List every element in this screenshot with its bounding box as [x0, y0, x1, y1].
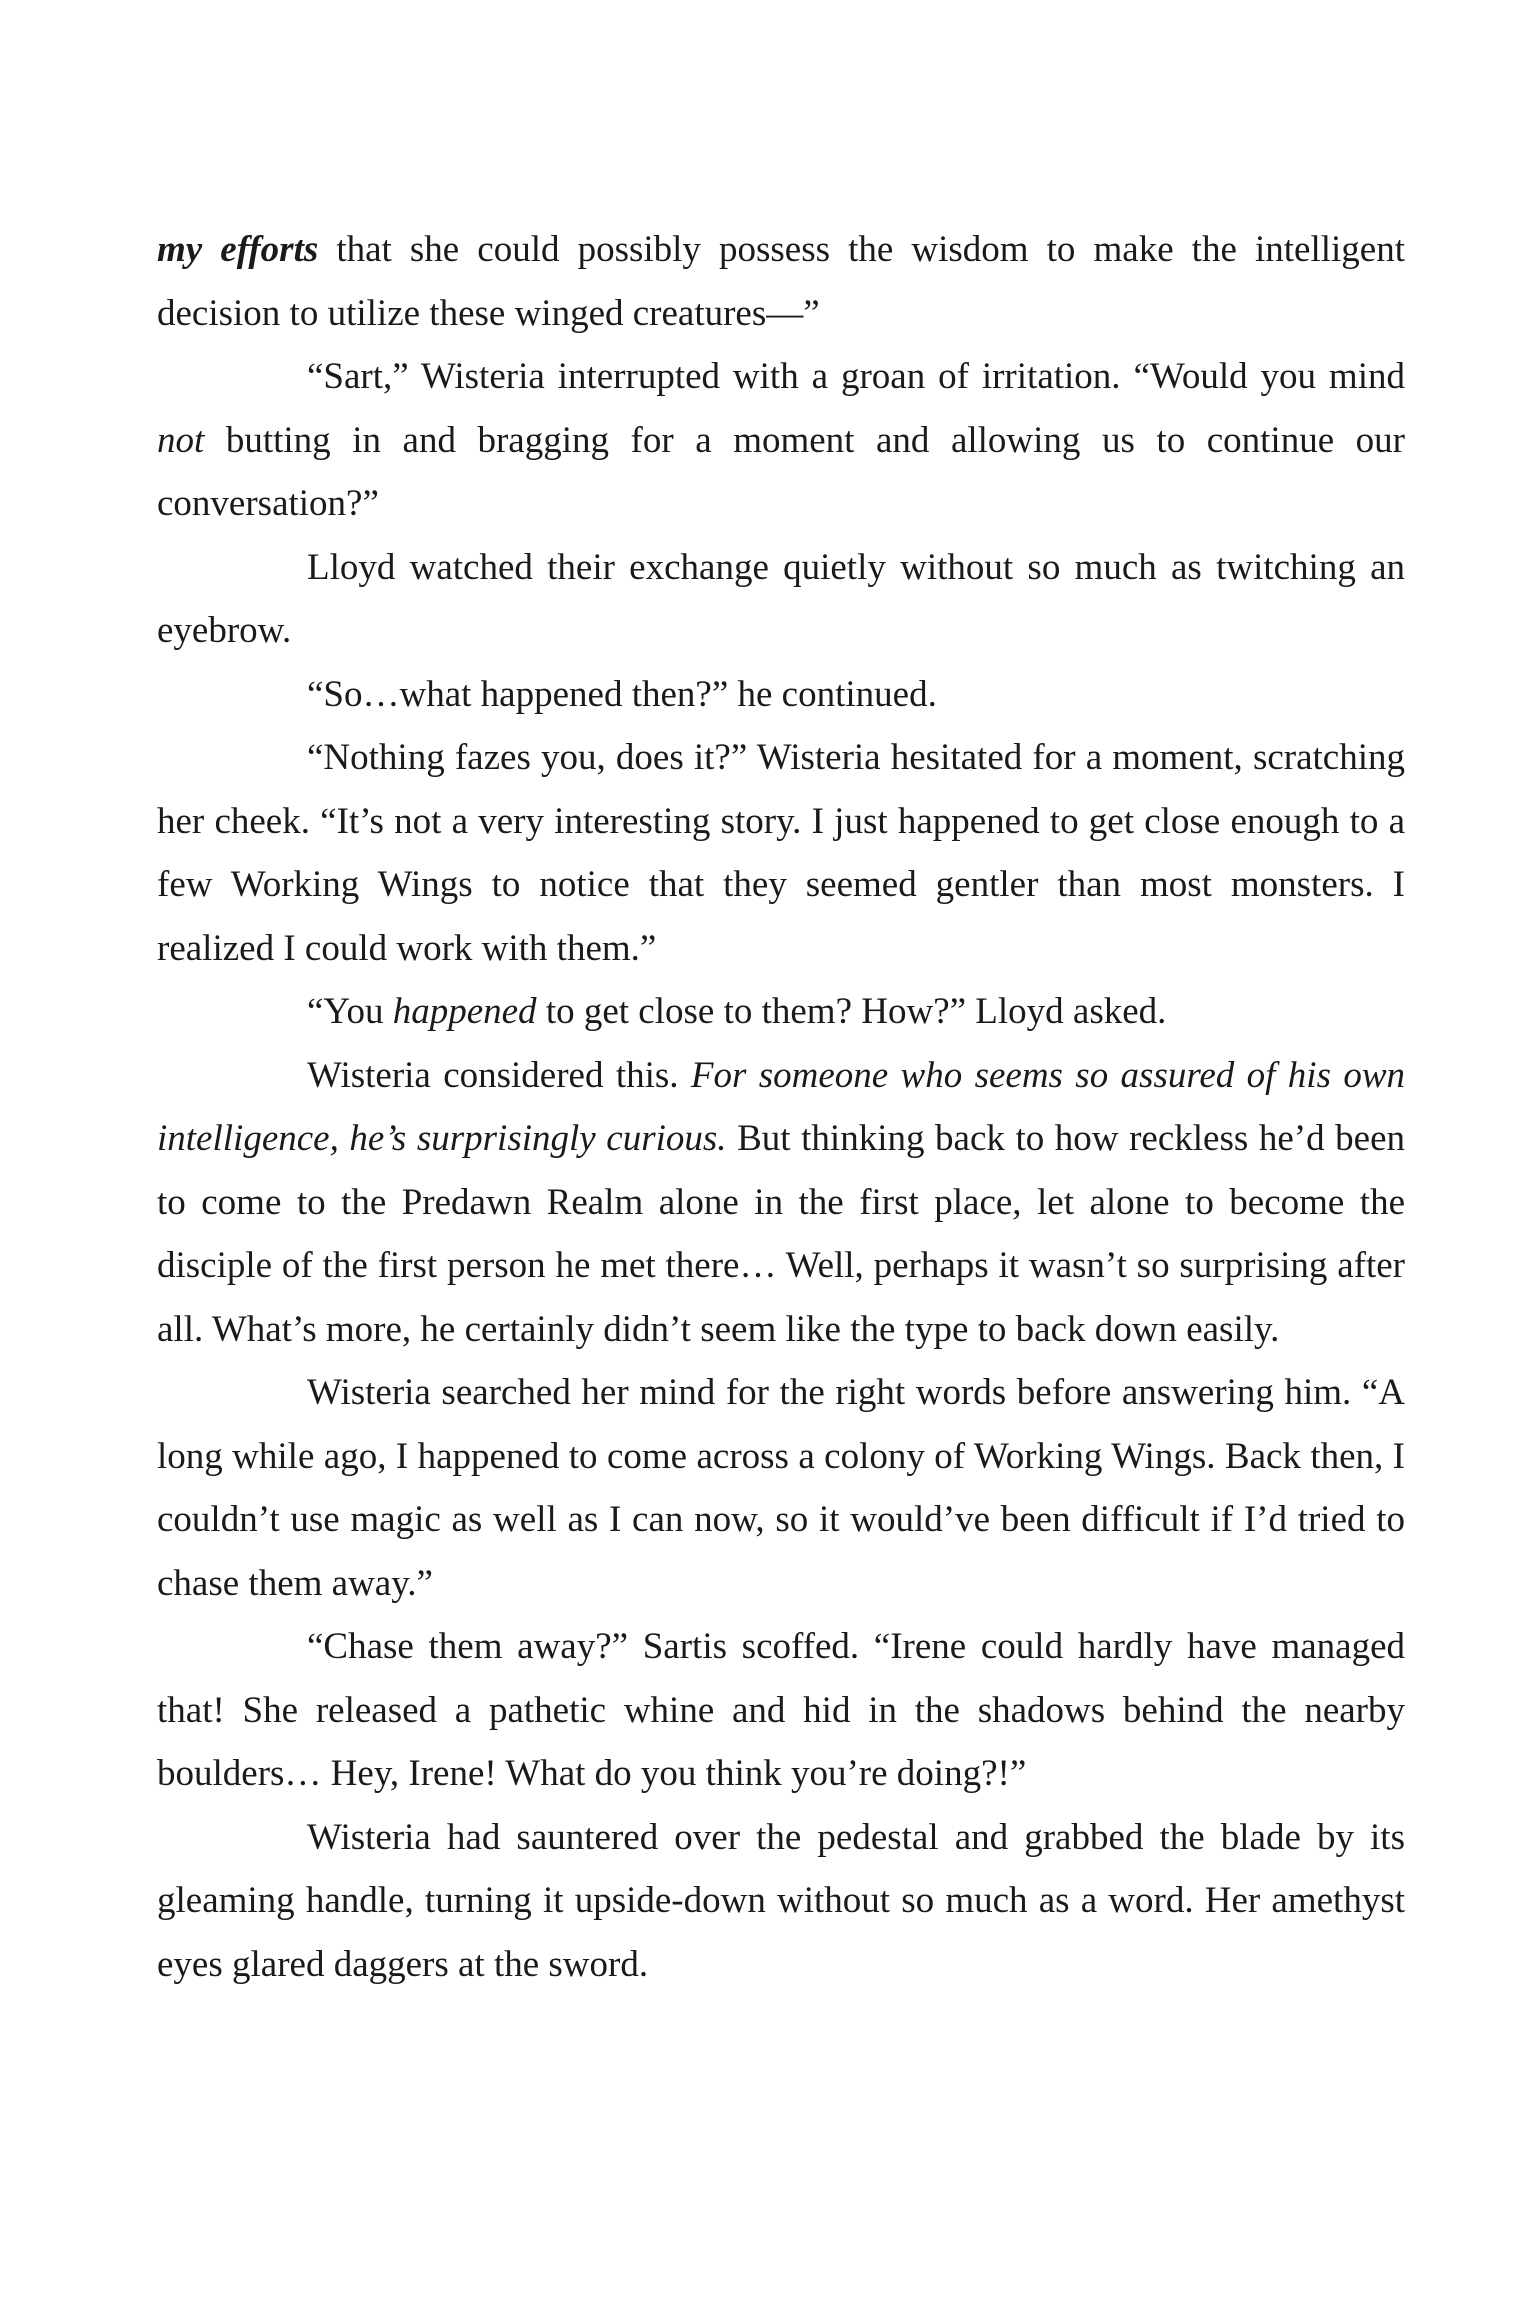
italic-text: happened [392, 991, 537, 1032]
paragraph [157, 980, 1405, 1044]
paragraph-text: “So…what happened then?” he continued. [307, 673, 937, 715]
paragraph-text: Wisteria considered this. [307, 1054, 691, 1096]
bold-italic-text: my efforts [157, 229, 319, 270]
paragraph [157, 1361, 1405, 1615]
paragraph [157, 1615, 1405, 1806]
italic-text: not [157, 419, 205, 461]
paragraph-text: butting in and bragging for a moment and allowing us to continue our conversation?” [157, 419, 1405, 524]
paragraph [157, 726, 1405, 980]
paragraph-text: “Nothing fazes you, does it?” Wisteria hesitated for a moment, scratching her cheek. “It’s not a very interesting story. I just happened to get close enough to a few Working Wings to notice that they seemed gentler than most monsters. I realized I could work with them.” [157, 737, 1405, 969]
paragraph-text: Wisteria searched her mind for the right words before answering him. “A long while ago, I happened to come across a colony of Working Wings. Back then, I couldn’t use magic as well as I can now, so it would’ve been difficult if I’d tried to chase them away.” [157, 1372, 1405, 1604]
paragraph [157, 536, 1405, 663]
paragraph-text: But thinking back to how reckless he’d been to come to the Predawn Realm alone in the first place, let alone to become the disciple of the first person he met there… Well, perhaps it wasn’t so surprising after all. What’s more, he certainly didn’t seem like the type to back down easily. [157, 1118, 1405, 1350]
paragraph-text: to get close to them? How?” Lloyd asked. [536, 991, 1167, 1032]
paragraph [157, 663, 1405, 727]
paragraph-text: “Chase them away?” Sartis scoffed. “Irene could hardly have managed that! She released a pathetic whine and hid in the shadows behind the nearby boulders… Hey, Irene! What do you think you’re doing?!” [157, 1626, 1405, 1794]
book-page [157, 218, 1405, 1996]
paragraph [157, 1806, 1405, 1997]
paragraph-text: that she could possibly possess the wisdom to make the intelligent decision to utilize these winged creatures—” [157, 229, 1405, 334]
paragraph-text: “You [307, 991, 393, 1032]
paragraph [157, 1044, 1405, 1362]
paragraph-text: Lloyd watched their exchange quietly without so much as twitching an eyebrow. [157, 546, 1405, 651]
paragraph [157, 345, 1405, 536]
paragraph [157, 218, 1405, 345]
italic-text: For someone who seems so assured of his own intelligence, he’s surprisingly curious. [157, 1054, 1405, 1159]
paragraph-text: Wisteria had sauntered over the pedestal and grabbed the blade by its gleaming handle, turning it upside-down without so much as a word. Her amethyst eyes glared daggers at the sword. [157, 1816, 1405, 1985]
paragraph-text: “Sart,” Wisteria interrupted with a groan of irritation. “Would you mind [307, 356, 1405, 397]
